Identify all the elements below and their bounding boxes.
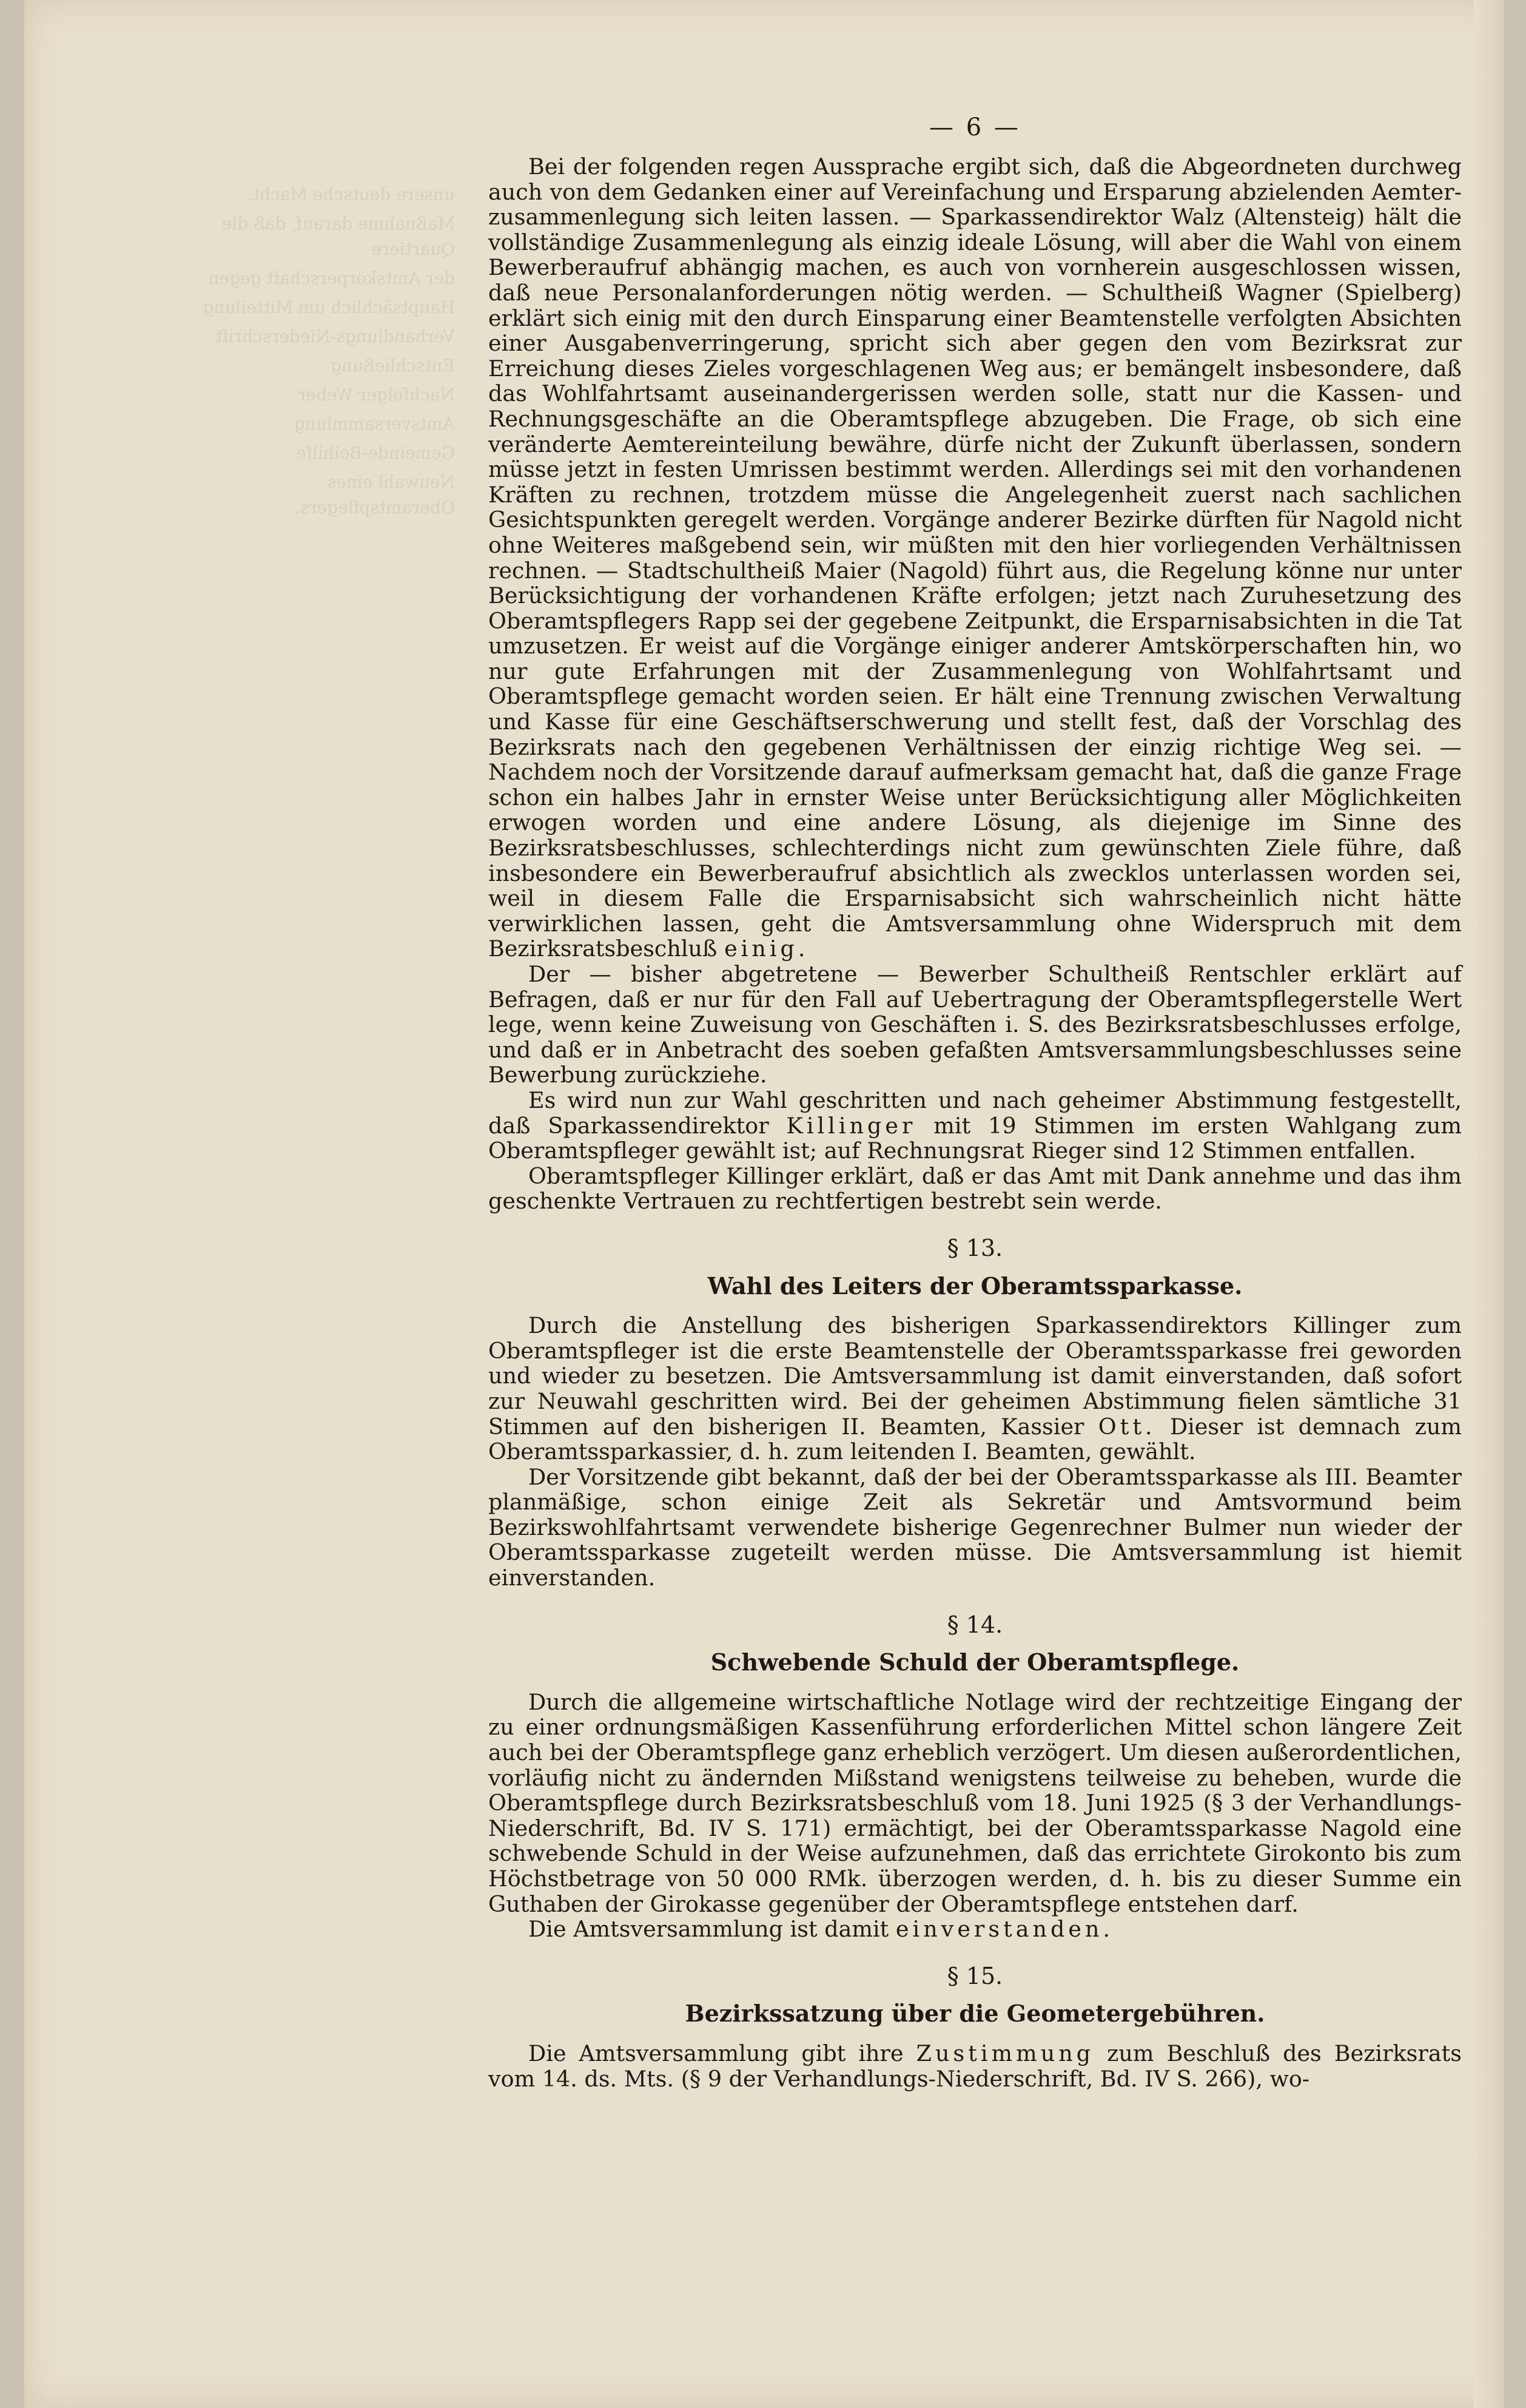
paragraph-text: mit 19 Stimmen im ersten Wahlgang zum Oberamtspfleger gewählt ist; auf Rechnungsrat Rieger sind 12 Stimmen entfallen. <box>488 1112 1462 1164</box>
paragraph <box>488 2041 1462 2091</box>
bleed-line: Nachfolger Weber <box>298 385 455 405</box>
paragraph <box>488 1917 1462 1942</box>
bleed-line: unsere deutsche Macht. <box>247 184 455 204</box>
bleed-line: Verhandlungs-Niederschrift <box>215 326 455 346</box>
emphasis-name: Killinger <box>786 1112 916 1139</box>
document-page <box>24 0 1504 2408</box>
page-content <box>488 109 1462 2091</box>
section-number: § 14. <box>947 1611 1003 1638</box>
paragraph: Der Vorsitzende gibt bekannt, daß der bei der Oberamtssparkasse als III. Beamter planmäßige, schon einige Zeit als Sekretär und Amtsvormund beim Bezirkswohlfahrtsamt verwendete bisherige Gegenrechner Bulmer nun wieder der Oberamtssparkasse zugeteilt werden müsse. Die Amtsversammlung ist hiemit einverstanden. <box>488 1463 1462 1591</box>
page-edge <box>1474 0 1504 2408</box>
bleed-line: Maßnahme darauf, daß die Quartiere <box>221 214 455 259</box>
paragraph-text: Die Amtsversammlung gibt ihre <box>528 2040 904 2066</box>
paragraph-text: Dieser ist demnach zum Oberamtssparkassier, d. h. zum leitenden I. Beamten, gewählt. <box>488 1413 1462 1465</box>
paragraph-text: zum Beschluß des Bezirksrats vom 14. ds. Mts. (§ 9 der Verhandlungs-Niederschrift, Bd. IV S. 266), wo- <box>488 2040 1462 2092</box>
bleed-line: Neuwahl eines Oberamtspflegers. <box>294 472 455 518</box>
section-number: § 15. <box>947 1962 1003 1989</box>
bleed-line: Amtsversammlung <box>294 414 455 434</box>
paragraph: Oberamtspfleger Killinger erklärt, daß er das Amt mit Dank annehme und das ihm geschenkte Vertrauen zu rechtfertigen bestrebt sein werde. <box>488 1162 1462 1215</box>
emphasis-word: einverstanden. <box>895 1916 1114 1943</box>
paragraph <box>488 1313 1462 1465</box>
bleed-through-text <box>200 182 455 524</box>
bleed-line: der Amtskörperschaft gegen <box>208 268 455 288</box>
section-number: § 13. <box>947 1234 1003 1261</box>
page-number: — 6 — <box>929 113 1021 141</box>
emphasis-word: einig. <box>724 936 809 962</box>
section-title: Wahl des Leiters der Oberamtssparkasse. <box>707 1272 1243 1300</box>
bleed-line: Hauptsächlich um Mitteilung <box>203 297 455 317</box>
paragraph: Durch die allgemeine wirtschaftliche Notlage wird der rechtzeitige Eingang der zu einer ordnungsmäßigen Kassenführung erforderlichen Mittel schon längere Zeit auch bei der Oberamtspflege ganz erheblich verzögert. Um diesen außerordentlichen, vorläufig nicht zu ändernden Mißstand wenigstens teilweise zu beheben, wurde die Oberamtspflege durch Bezirksratsbeschluß vom 18. Juni 1925 (§ 3 der Verhandlungs-Niederschrift, Bd. IV S. 171) ermächtigt, bei der Oberamtssparkasse Nagold eine schwebende Schuld in der Weise aufzunehmen, daß das errichtete Girokonto bis zum Höchstbetrage von 50 000 RMk. überzogen werden, d. h. bis zu dieser Summe ein Guthaben der Girokasse gegenüber der Oberamtspflege entstehen darf. <box>488 1688 1462 1917</box>
emphasis-word: Zustimmung <box>916 2040 1095 2066</box>
paragraph-text: Es wird nun zur Wahl geschritten und nach geheimer Abstimmung festgestellt, daß Sparkassendirektor <box>488 1087 1462 1139</box>
paragraph-text: Die Amtsversammlung ist damit <box>528 1916 889 1943</box>
bleed-line: Gemeinde-Beihilfe <box>296 443 455 463</box>
paragraph-text: Durch die Anstellung des bisherigen Sparkassendirektors Killinger zum Oberamtspfleger ist die erste Beamtenstelle der Oberamtssparkasse frei geworden und wieder zu besetzen. Die Amtsversammlung ist damit einverstanden, daß sofort zur Neuwahl geschritten wird. Bei der geheimen Abstimmung fielen sämtliche 31 Stimmen auf den bisherigen II. Beamten, Kassier <box>488 1312 1462 1440</box>
paragraph <box>488 154 1462 962</box>
emphasis-name: Ott. <box>1098 1413 1156 1440</box>
section-title: Schwebende Schuld der Oberamtspflege. <box>710 1648 1240 1676</box>
paragraph <box>488 1088 1462 1164</box>
bleed-line: Entschließung <box>331 356 455 376</box>
section-title: Bezirkssatzung über die Geometergebühren. <box>685 2000 1265 2028</box>
paragraph: Der — bisher abgetretene — Bewerber Schultheiß Rentschler erklärt auf Befragen, daß er nur für den Fall auf Uebertragung der Oberamtspflegerstelle Wert lege, wenn keine Zuweisung von Geschäften i. S. des Bezirksratsbeschlusses erfolge, und daß er in Anbetracht des soeben gefaßten Amtsversammlungsbeschlusses seine Bewerbung zurückziehe. <box>488 961 1462 1088</box>
paragraph-text: Bei der folgenden regen Aussprache ergibt sich, daß die Abgeordneten durchweg auch von dem Gedanken einer auf Vereinfachung und Ersparung abzielenden Aemter-zusammenlegung sich leiten lassen. — Sparkassendirektor Walz (Altensteig) hält die vollständige Zusammenlegung als einzig ideale Lösung, will aber die Wahl von einem Bewerberaufruf abhängig machen, es auch von vornherein ausgeschlossen wissen, daß neue Personalanforderungen nötig werden. — Schultheiß Wagner (Spielberg) erklärt sich einig mit den durch Einsparung einer Beamtenstelle verfolgten Absichten einer Ausgabenverringerung, spricht sich aber gegen den vom Bezirksrat zur Erreichung dieses Zieles vorgeschlagenen Weg aus; er bemängelt insbesondere, daß das Wohlfahrtsamt auseinandergerissen werden solle, statt nur die Kassen- und Rechnungsgeschäfte an die Oberamtspflege abzugeben. Die Frage, ob sich eine veränderte Aemtereinteilung bewähre, dürfe nicht der Zukunft überlassen, sondern müsse jetzt in festen Umrissen bestimmt werden. Allerdings sei mit den vorhandenen Kräften zu rechnen, trotzdem müsse die Angelegenheit zuerst nach sachlichen Gesichtspunkten geregelt werden. Vorgänge anderer Bezirke dürften für Nagold nicht ohne Weiteres maßgebend sein, wir müßten mit den hier vorliegenden Verhältnissen rechnen. — Stadtschultheiß Maier (Nagold) führt aus, die Regelung könne nur unter Berücksichtigung der vorhandenen Kräfte erfolgen; jetzt nach Zuruhesetzung des Oberamtspflegers Rapp sei der gegebene Zeitpunkt, die Ersparnisabsichten in die Tat umzusetzen. Er weist auf die Vorgänge einiger anderer Amtskörperschaften hin, wo nur gute Erfahrungen mit der Zusammenlegung von Wohlfahrtsamt und Oberamtspflege gemacht worden seien. Er hält eine Trennung zwischen Verwaltung und Kasse für eine Geschäftserschwerung und stellt fest, daß der Vorschlag des Bezirksrats nach den gegebenen Verhältnissen der einzig richtige Weg sei. — Nachdem noch der Vorsitzende darauf aufmerksam gemacht hat, daß die ganze Frage schon ein halbes Jahr in ernster Weise unter Berücksichtigung aller Möglichkeiten erwogen worden und eine andere Lösung, als diejenige im Sinne des Bezirksratsbeschlusses, schlechterdings nicht zum gewünschten Ziele führe, daß insbesondere ein Bewerberaufruf absichtlich als zwecklos unterlassen worden sei, weil in diesem Falle die Ersparnisabsicht sich wahrscheinlich nicht hätte verwirklichen lassen, geht die Amtsversammlung ohne Widerspruch mit dem Bezirksratsbeschluß <box>488 153 1462 962</box>
